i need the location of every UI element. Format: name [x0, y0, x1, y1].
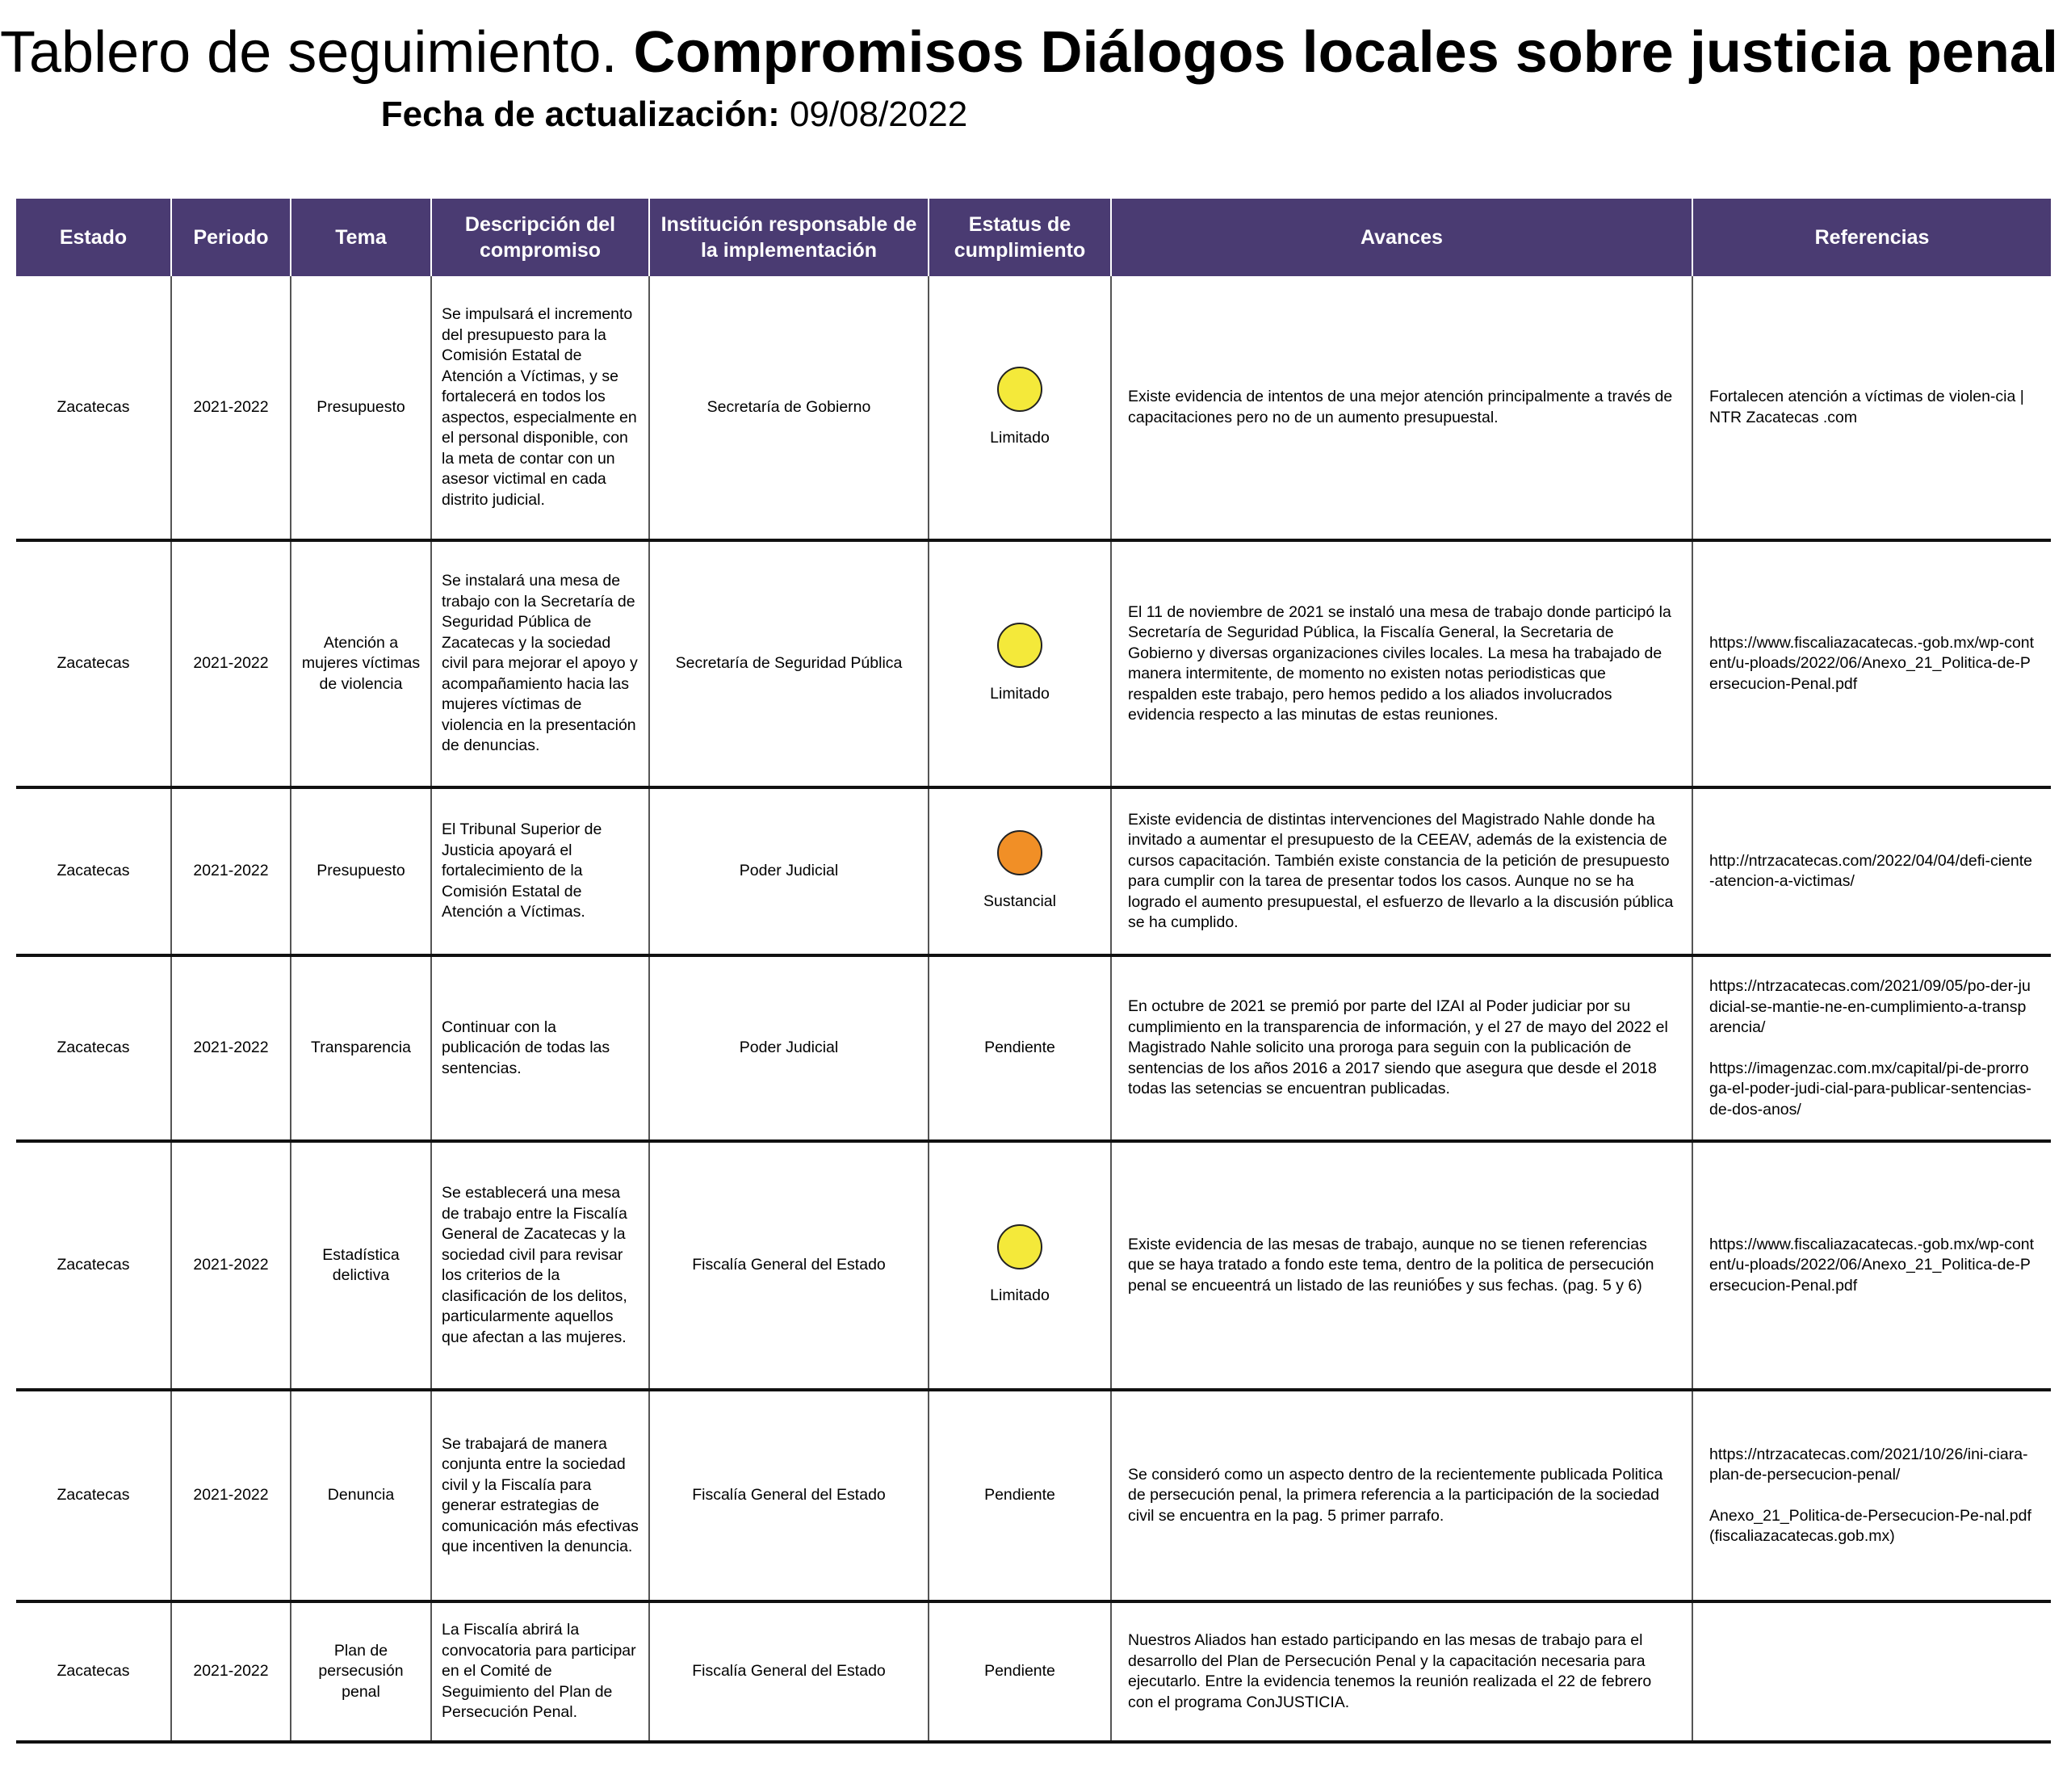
update-date-value: 09/08/2022 — [779, 94, 968, 134]
column-header-descripcion: Descripción del compromiso — [431, 199, 649, 276]
table-row — [16, 540, 2051, 787]
cell-avances: Existe evidencia de intentos de una mejor atención principalmente a través de capacitaciones pero no de un aumento presupuestal. — [1111, 276, 1692, 540]
cell-descripcion: La Fiscalía abrirá la convocatoria para participar en el Comité de Seguimiento del Plan de Persecución Penal. — [431, 1601, 649, 1742]
cell-estatus — [929, 276, 1111, 540]
cell-descripcion: Se establecerá una mesa de trabajo entre la Fiscalía General de Zacatecas y la sociedad civil para revisar los criterios de la clasificación de los delitos, particularmente aquellos que afectan a las mujeres. — [431, 1141, 649, 1390]
reference-link[interactable]: https://www.fiscaliazacatecas.-gob.mx/wp-content/u-ploads/2022/06/Anexo_21_Politica-de-Persecucion-Penal.pdf — [1709, 633, 2035, 693]
cell-estatus — [929, 540, 1111, 787]
cell-avances: Se consideró como un aspecto dentro de la recientemente publicada Politica de persecución penal, la primera referencia a la participación de la sociedad civil se encuentra en la pag. 5 primer parrafo. — [1111, 1390, 1692, 1601]
cell-estatus — [929, 787, 1111, 955]
cell-referencias — [1692, 1390, 2051, 1601]
cell-institucion: Fiscalía General del Estado — [649, 1141, 929, 1390]
page-title-bold: Compromisos Diálogos locales sobre justicia penal — [633, 20, 2058, 85]
reference-link[interactable]: https://imagenzac.com.mx/capital/pi-de-prorroga-el-poder-judi-cial-para-publicar-sentencias-de-dos-anos/ — [1709, 1059, 2031, 1118]
cell-institucion: Fiscalía General del Estado — [649, 1390, 929, 1601]
status-label: Limitado — [990, 1286, 1050, 1305]
table-row — [16, 1390, 2051, 1601]
reference-link[interactable]: https://www.fiscaliazacatecas.-gob.mx/wp-content/u-ploads/2022/06/Anexo_21_Politica-de-Persecucion-Penal.pdf — [1709, 1235, 2035, 1295]
cell-tema: Transparencia — [291, 955, 431, 1141]
cell-avances: Nuestros Aliados han estado participando en las mesas de trabajo para el desarrollo del Plan de Persecución Penal y la capacitación necesaria para ejecutarlo. Entre la evidencia tenemos la reunión realizada el 22 de febrero con el programa ConJUSTICIA. — [1111, 1601, 1692, 1742]
reference-link[interactable]: https://ntrzacatecas.com/2021/09/05/po-der-judicial-se-mantie-ne-en-cumplimiento-a-transparencia/ — [1709, 977, 2031, 1036]
commitments-table — [16, 199, 2051, 1744]
status-label: Pendiente — [984, 1039, 1055, 1057]
status-indicator-icon — [997, 623, 1042, 668]
cell-periodo: 2021-2022 — [171, 540, 291, 787]
cell-estatus — [929, 1141, 1111, 1390]
cell-avances: En octubre de 2021 se premió por parte del IZAI al Poder judiciar por su cumplimiento en la transparencia de información, y el 27 de mayo del 2022 el Magistrado Nahle solicito una proroga para seguin con la publicación de sentencias de los años 2016 a 2017 siendo que asegura que desde el 2018 todas las setencias se encuentran publicadas. — [1111, 955, 1692, 1141]
cell-descripcion: Se instalará una mesa de trabajo con la Secretaría de Seguridad Pública de Zacatecas y la sociedad civil para mejorar el apoyo y acompañamiento hacia las mujeres víctimas de violencia en la presentación de denuncias. — [431, 540, 649, 787]
cell-estatus — [929, 1601, 1111, 1742]
cell-referencias — [1692, 540, 2051, 787]
table-header-row — [16, 199, 2051, 276]
cell-institucion: Secretaría de Gobierno — [649, 276, 929, 540]
cell-referencias — [1692, 1601, 2051, 1742]
cell-referencias — [1692, 276, 2051, 540]
status-label: Limitado — [990, 428, 1050, 447]
column-header-estado: Estado — [16, 199, 171, 276]
column-header-estatus: Estatus de cumplimiento — [929, 199, 1111, 276]
reference-link[interactable]: https://ntrzacatecas.com/2021/10/26/ini-ciara-plan-de-persecucion-penal/ — [1709, 1445, 2028, 1484]
table-body — [16, 276, 2051, 1742]
cell-tema: Plan de persecusión penal — [291, 1601, 431, 1742]
column-header-tema: Tema — [291, 199, 431, 276]
column-header-institucion: Institución responsable de la implementación — [649, 199, 929, 276]
cell-estatus — [929, 1390, 1111, 1601]
cell-estado: Zacatecas — [16, 1390, 171, 1601]
table-row — [16, 955, 2051, 1141]
cell-descripcion: Se impulsará el incremento del presupuesto para la Comisión Estatal de Atención a Víctimas, y se fortalecerá en todos los aspectos, especialmente en el personal disponible, con la meta de contar con un asesor victimal en cada distrito judicial. — [431, 276, 649, 540]
cell-tema: Presupuesto — [291, 787, 431, 955]
reference-link[interactable]: http://ntrzacatecas.com/2022/04/04/defi-ciente-atencion-a-victimas/ — [1709, 851, 2032, 890]
status-indicator-icon — [997, 367, 1042, 412]
column-header-periodo: Periodo — [171, 199, 291, 276]
reference-link[interactable]: Fortalecen atención a víctimas de violen-cia | NTR Zacatecas .com — [1709, 388, 2024, 426]
page-title — [0, 18, 2058, 87]
cell-tema: Denuncia — [291, 1390, 431, 1601]
table-row — [16, 1601, 2051, 1742]
cell-institucion: Poder Judicial — [649, 787, 929, 955]
cell-referencias — [1692, 955, 2051, 1141]
table-row — [16, 1141, 2051, 1390]
column-header-avances: Avances — [1111, 199, 1692, 276]
column-header-referencias: Referencias — [1692, 199, 2051, 276]
status-label: Sustancial — [983, 892, 1056, 911]
cell-periodo: 2021-2022 — [171, 1390, 291, 1601]
status-label: Pendiente — [984, 1662, 1055, 1681]
cell-institucion: Fiscalía General del Estado — [649, 1601, 929, 1742]
cell-estado: Zacatecas — [16, 1141, 171, 1390]
reference-link[interactable]: Anexo_21_Politica-de-Persecucion-Pe-nal.pdf (fiscaliazacatecas.gob.mx) — [1709, 1506, 2031, 1545]
update-date — [0, 93, 1348, 136]
cell-periodo: 2021-2022 — [171, 1601, 291, 1742]
status-indicator-icon — [997, 830, 1042, 875]
table-row — [16, 276, 2051, 540]
cell-descripcion: Continuar con la publicación de todas las sentencias. — [431, 955, 649, 1141]
cell-estado: Zacatecas — [16, 787, 171, 955]
status-indicator-icon — [997, 1224, 1042, 1270]
cell-avances: Existe evidencia de las mesas de trabajo, aunque no se tienen referencias que se haya tratado a fondo este tema, dentro de la politica de persecución penal se encueentrá un listado de las reunióნes y sus fechas. (pag. 5 y 6) — [1111, 1141, 1692, 1390]
cell-estado: Zacatecas — [16, 276, 171, 540]
cell-tema: Estadística delictiva — [291, 1141, 431, 1390]
cell-institucion: Poder Judicial — [649, 955, 929, 1141]
cell-tema: Presupuesto — [291, 276, 431, 540]
cell-descripcion: Se trabajará de manera conjunta entre la sociedad civil y la Fiscalía para generar estrategias de comunicación más efectivas que incentiven la denuncia. — [431, 1390, 649, 1601]
cell-periodo: 2021-2022 — [171, 787, 291, 955]
cell-periodo: 2021-2022 — [171, 955, 291, 1141]
cell-avances: El 11 de noviembre de 2021 se instaló una mesa de trabajo donde participó la Secretaría de Seguridad Pública, la Fiscalía General, la Secretaria de Gobierno y diversas organizaciones civiles locales. La mesa ha trabajado de manera intermitente, de momento no existen notas periodisticas que respalden este trabajo, pero hemos pedido a los aliados involucrados evidencia respecto a las minutas de estas reuniones. — [1111, 540, 1692, 787]
cell-descripcion: El Tribunal Superior de Justicia apoyará el fortalecimiento de la Comisión Estatal de Atención a Víctimas. — [431, 787, 649, 955]
cell-avances: Existe evidencia de distintas intervenciones del Magistrado Nahle donde ha invitado a aumentar el presupuesto de la CEEAV, además de la existencia de cursos capacitación. También existe constancia de la petición de presupuesto para cumplir con la tarea de presentar todos los casos. Aunque no se ha logrado el aumento presupuestal, el esfuerzo de llevarlo a la discusión pública se ha cumplido. — [1111, 787, 1692, 955]
cell-tema: Atención a mujeres víctimas de violencia — [291, 540, 431, 787]
status-label: Pendiente — [984, 1486, 1055, 1505]
cell-estado: Zacatecas — [16, 955, 171, 1141]
cell-estado: Zacatecas — [16, 540, 171, 787]
cell-referencias — [1692, 1141, 2051, 1390]
table-row — [16, 787, 2051, 955]
cell-institucion: Secretaría de Seguridad Pública — [649, 540, 929, 787]
cell-periodo: 2021-2022 — [171, 1141, 291, 1390]
cell-estado: Zacatecas — [16, 1601, 171, 1742]
page-title-regular: Tablero de seguimiento. — [0, 20, 634, 85]
cell-estatus — [929, 955, 1111, 1141]
cell-referencias — [1692, 787, 2051, 955]
update-date-label: Fecha de actualización: — [380, 94, 780, 134]
cell-periodo: 2021-2022 — [171, 276, 291, 540]
status-label: Limitado — [990, 685, 1050, 703]
